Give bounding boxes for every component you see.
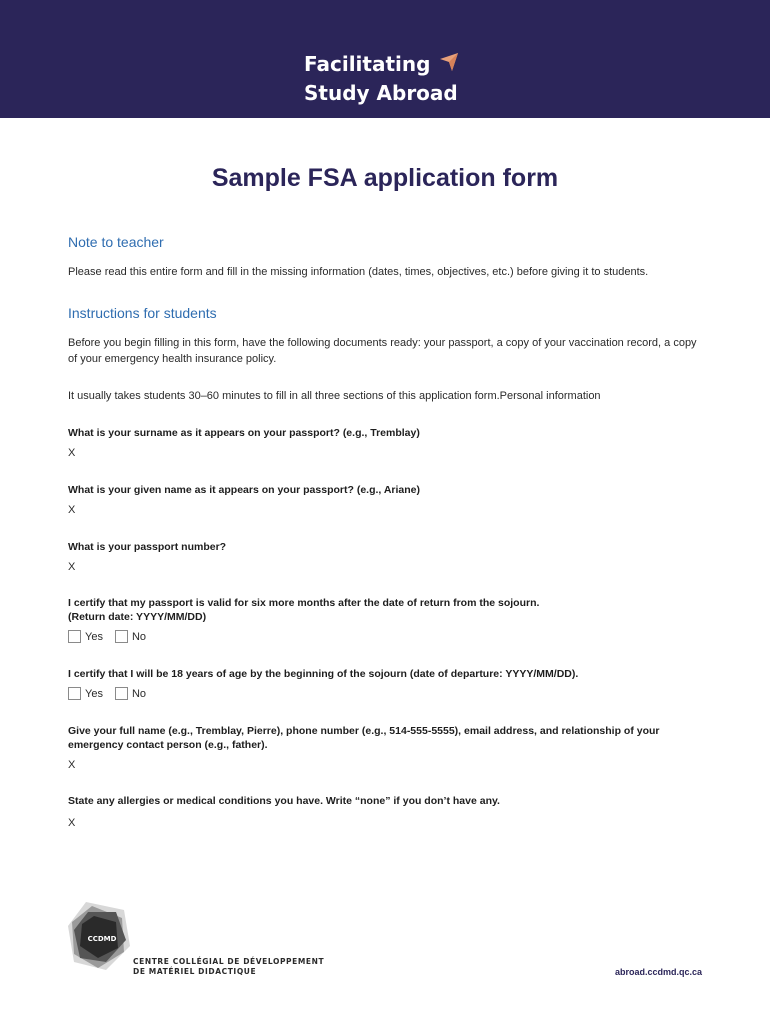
age-certification-options bbox=[68, 687, 158, 700]
instructions-heading: Instructions for students bbox=[68, 305, 217, 321]
answer-passport-number-field[interactable]: X bbox=[68, 561, 76, 573]
question-given-name: What is your given name as it appears on your passport? (e.g., Ariane) bbox=[68, 484, 421, 496]
no-label: No bbox=[131, 630, 147, 643]
question-age-certification: I certify that I will be 18 years of age by the beginning of the sojourn (date of departure: YYYY/MM/DD). bbox=[68, 668, 579, 680]
question-passport-validity-line2: (Return date: YYYY/MM/DD) bbox=[68, 611, 207, 623]
passport-valid-yes-checkbox[interactable] bbox=[68, 630, 81, 643]
note-text: Please read this entire form and fill in the missing information (dates, times, objectives, etc.) before giving it to students. bbox=[68, 266, 649, 278]
no-label: No bbox=[131, 687, 147, 700]
paper-plane-icon bbox=[439, 52, 459, 72]
passport-validity-options bbox=[68, 630, 158, 643]
brand-logo bbox=[304, 50, 458, 108]
answer-allergies-field[interactable]: X bbox=[68, 817, 76, 829]
brand-line2: Study Abroad bbox=[304, 81, 458, 105]
yes-label: Yes bbox=[85, 630, 103, 643]
question-passport-number: What is your passport number? bbox=[68, 541, 227, 553]
organization-name bbox=[133, 957, 324, 977]
org-line2: DE MATÉRIEL DIDACTIQUE bbox=[133, 967, 257, 976]
age-yes-checkbox[interactable] bbox=[68, 687, 81, 700]
brand-line1: Facilitating bbox=[304, 52, 431, 76]
question-surname: What is your surname as it appears on your passport? (e.g., Tremblay) bbox=[68, 427, 420, 439]
page-title: Sample FSA application form bbox=[211, 164, 559, 192]
yes-label: Yes bbox=[85, 687, 103, 700]
header-banner bbox=[0, 0, 770, 118]
question-emergency-contact: Give your full name (e.g., Tremblay, Pierre), phone number (e.g., 514-555-5555), email address, and relationship of your emergency contact person (e.g., father). bbox=[68, 725, 660, 751]
question-allergies: State any allergies or medical conditions you have. Write “none” if you don’t have any. bbox=[68, 795, 500, 807]
answer-emergency-contact-field[interactable]: X bbox=[68, 759, 76, 771]
ccdmd-logo bbox=[66, 900, 132, 972]
age-no-checkbox[interactable] bbox=[115, 687, 128, 700]
instructions-paragraph-1: Before you begin filling in this form, have the following documents ready: your passport, a copy of your vaccination record, a copy of your emergency health insurance policy. bbox=[68, 337, 697, 365]
logo-text: CCDMD bbox=[87, 935, 117, 943]
question-passport-validity bbox=[68, 596, 708, 624]
footer-url-link[interactable]: abroad.ccdmd.qc.ca bbox=[614, 967, 702, 977]
note-heading: Note to teacher bbox=[68, 234, 164, 250]
passport-valid-no-checkbox[interactable] bbox=[115, 630, 128, 643]
answer-surname-field[interactable]: X bbox=[68, 447, 76, 459]
question-passport-validity-line1: I certify that my passport is valid for six more months after the date of return from the sojourn. bbox=[68, 597, 540, 609]
answer-given-name-field[interactable]: X bbox=[68, 504, 76, 516]
instructions-paragraph-2: It usually takes students 30–60 minutes to fill in all three sections of this application form.Personal information bbox=[68, 390, 601, 402]
org-line1: CENTRE COLLÉGIAL DE DÉVELOPPEMENT bbox=[133, 957, 325, 966]
